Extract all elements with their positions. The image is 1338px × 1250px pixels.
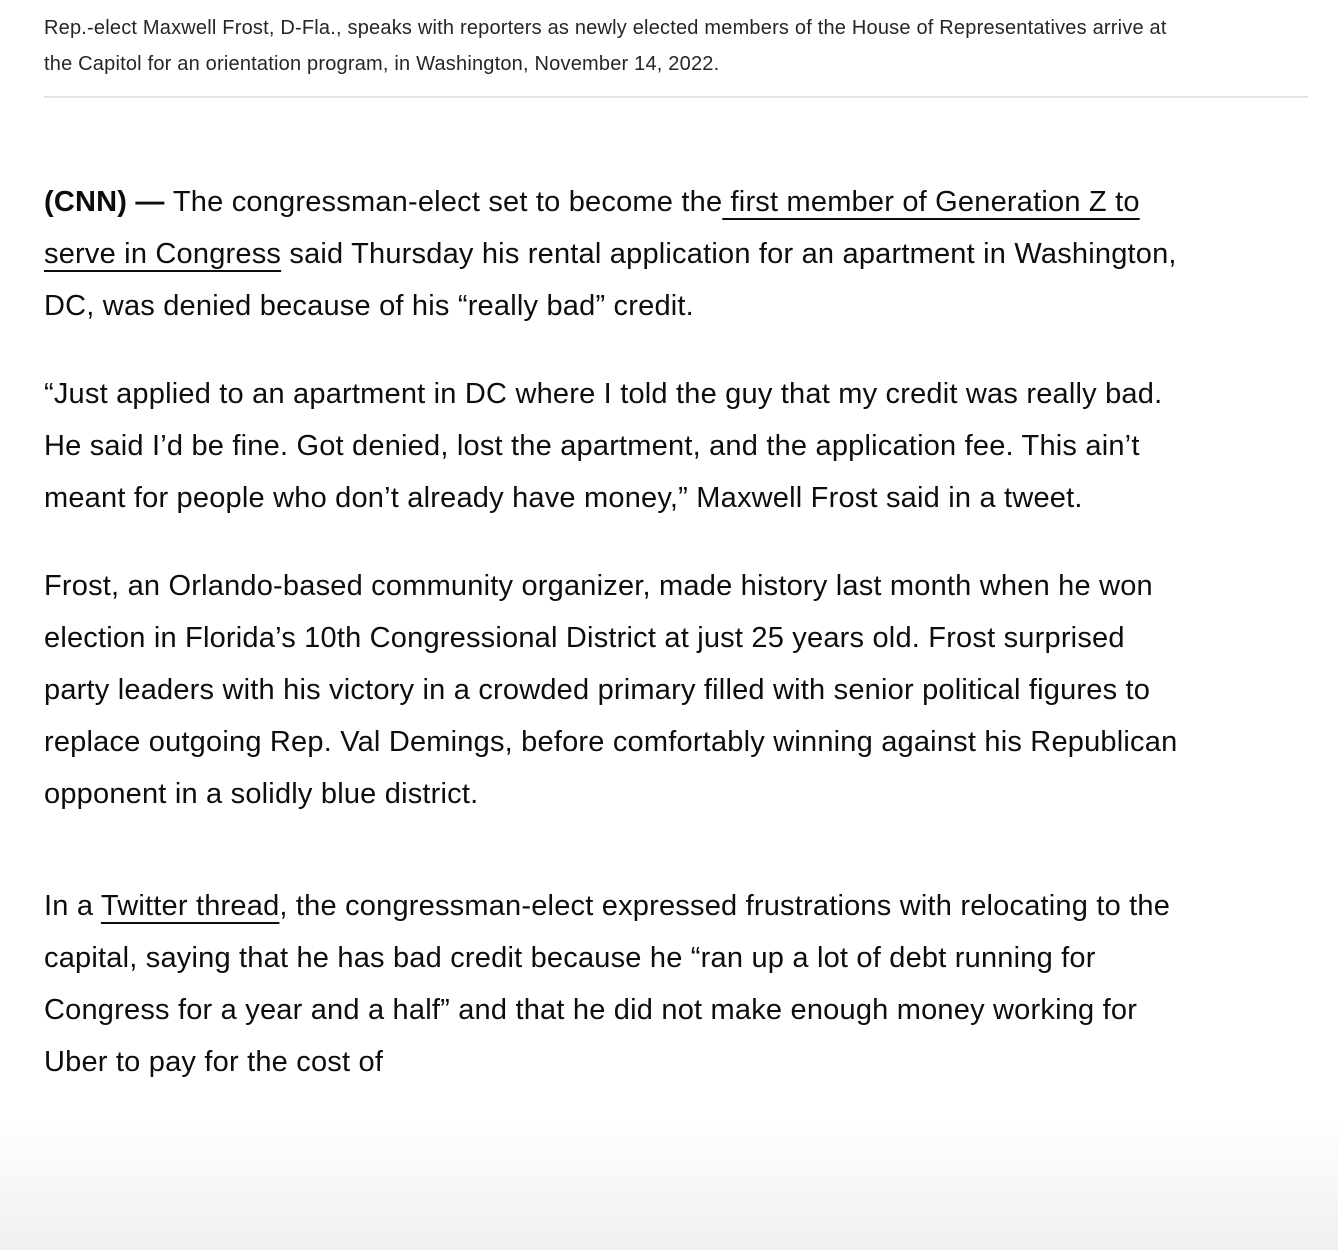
paragraph-1-text-after-link: said Thursday his rental application for an apartment in Washington, DC, was denied because of his “really bad” credit. — [44, 238, 1177, 322]
paragraph-4-text-after-link: , the congressman-elect expressed frustrations with relocating to the capital, saying that he has bad credit because he “ran up a lot of debt running for Congress for a year and a half” and that he did not make enough money working for Uber to pay for the cost of — [44, 890, 1171, 1078]
bottom-fade-overlay — [0, 1120, 1338, 1250]
paragraph-1-text-before-link: The congressman-elect set to become the — [172, 186, 723, 218]
paragraph-2: “Just applied to an apartment in DC where I told the guy that my credit was really bad. He said I’d be fine. Got denied, lost the apartment, and the application fee. This ain’t meant for people who don’t already have money,” Maxwell Frost said in a tweet. — [44, 378, 1163, 514]
inline-link-twitter-thread[interactable]: Twitter thread — [100, 890, 280, 922]
divider — [44, 96, 1308, 98]
source-label: (CNN) — — [44, 186, 173, 218]
paragraph-1 — [44, 176, 1196, 332]
image-caption: Rep.-elect Maxwell Frost, D-Fla., speaks with reporters as newly elected members of the House of Representatives arrive at the Capitol for an orientation program, in Washington, November 14, 2022. — [44, 17, 1167, 75]
inline-link-first-gen-z-member[interactable]: first member of Generation Z to serve in Congress — [44, 186, 1140, 270]
paragraph-4 — [44, 880, 1196, 1088]
article-body — [44, 176, 1196, 1088]
paragraph-4-text-before-link: In a — [44, 890, 101, 922]
paragraph-3: Frost, an Orlando-based community organizer, made history last month when he won election in Florida’s 10th Congressional District at just 25 years old. Frost surprised party leaders with his victory in a crowded primary filled with senior political figures to replace outgoing Rep. Val Demings, before comfortably winning against his Republican opponent in a solidly blue district. — [44, 570, 1178, 810]
